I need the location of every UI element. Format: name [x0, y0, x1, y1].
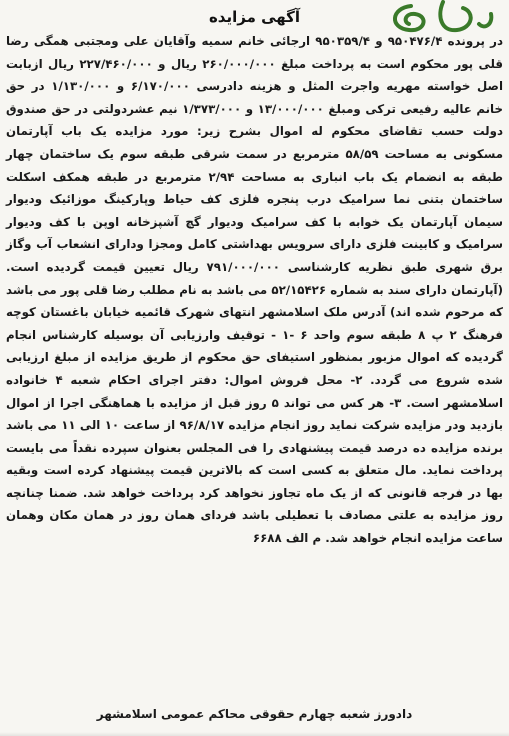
page-edge-shadow	[0, 732, 509, 736]
notice-body: در پرونده ۹۵۰۴۷۶/۴ و ۹۵۰۳۵۹/۴ ارجائی خانم سمیه وآقایان علی ومجتبی همگی رضا قلی پور محکوم است به پرداخت مبلغ ۲۶۰/۰۰۰/۰۰۰ ریال و ۲۲۷/۴۶۰/۰۰۰ ریال ازبابت اصل خواسته مهریه واجرت المثل و هزینه دادرسی ۶/۱۷۰/۰۰۰ و ۱/۱۳۰/۰۰۰ در حق خانم عالیه رفیعی ترکی ومبلغ ۱۳/۰۰۰/۰۰۰ و ۱/۳۷۳/۰۰۰ نیم عشردولتی در حق صندوق دولت حسب تقاضای محکوم له اموال بشرح زیر: مورد مزایده یک باب آپارتمان مسکونی به مساحت ۵۸/۵۹ مترمربع در سمت شرقی طبقه سوم یک ساختمان چهار طبقه به انضمام یک باب انباری به مساحت ۲/۹۴ مترمربع در طبقه همکف اسکلت ساختمان بتنی نما سرامیک درب پنجره فلزی کف حیاط وپارکینگ موزائیک ودیوار سیمان آپارتمان یک خوابه با کف سرامیک ودیوار گچ آشپزخانه اوپن با کف ودیوار سرامیک و کابینت فلزی دارای سرویس بهداشتی کامل ومجزا ودارای انشعاب آب وگاز برق شهری طبق نظریه کارشناسی ۷۹۱/۰۰۰/۰۰۰ ریال تعیین قیمت گردیده است. (آپارتمان دارای سند به شماره ۵۲/۱۵۴۲۶ می باشد به نام مطلب رضا قلی پور می باشد که مرحوم شده اند) آدرس ملک اسلامشهر انتهای شهرک قائمیه خیابان باغستان کوچه فرهنگ ۲ پ ۸ طبقه سوم واحد ۶ -۱ - توقیف وارزیابی آن بوسیله کارشناس انجام گردیده که اموال مزبور بمنظور استیفای حق محکوم از طریق مزایده از مبلغ ارزیابی شده شروع می گردد. ۲- محل فروش اموال: دفتر اجرای احکام شعبه ۴ خانواده اسلامشهر است. ۳- هر کس می تواند ۵ روز قبل از مزایده با هماهنگی اجرا از اموال بازدید ودر مزایده شرکت نماید روز انجام مزایده ۹۶/۸/۱۷ از ساعت ۱۰ الی ۱۱ می باشد برنده مزایده ده درصد قیمت پیشنهادی را فی المجلس بعنوان سپرده نقداً می بایست پرداخت نماید. مال متعلق به کسی است که بالاترین قیمت پیشنهاد کرده است وبقیه بها در فرجه قانونی که از یک ماه تجاوز نخواهد کرد پرداخت خواهد شد. ضمنا چنانچه روز مزایده به علتی مصادف با تعطیلی باشد فردای همان روز در همان مکان وهمان ساعت مزایده انجام خواهد شد. م الف ۶۶۸۸	[6, 34, 504, 546]
notice-title: آگهی مزایده	[208, 8, 301, 26]
notice-signature: دادورز شعبه چهارم حقوقی محاکم عمومی اسلامشهر	[96, 707, 413, 721]
